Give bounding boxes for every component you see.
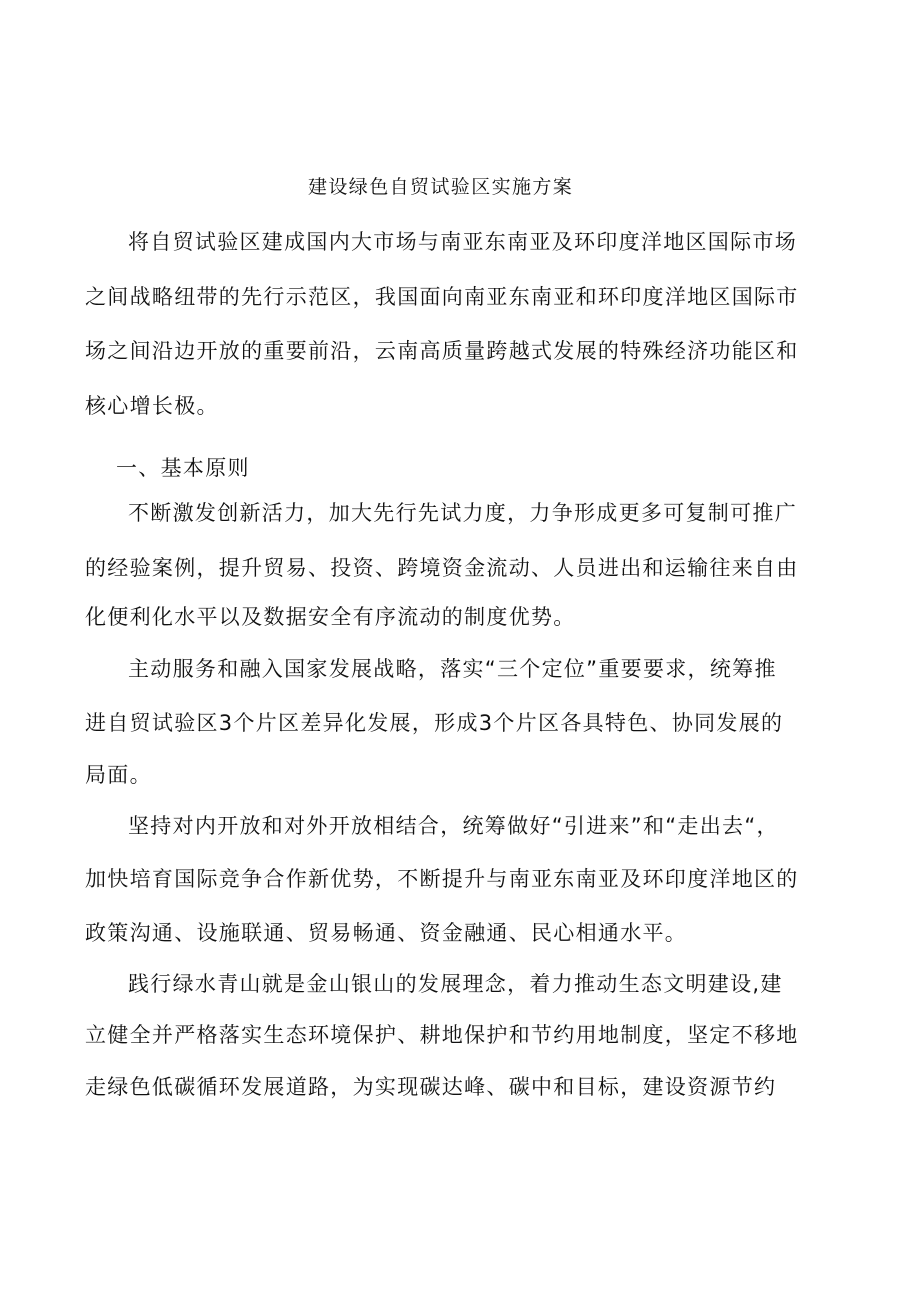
document-title: 建设绿色自贸试验区实施方案	[308, 176, 574, 198]
paragraph-1-line-2: 之间战略纽带的先行示范区，我国面向南亚东南亚和环印度洋地区国际市	[85, 285, 799, 309]
paragraph-1-line-3: 场之间沿边开放的重要前沿，云南高质量跨越式发展的特殊经济功能区和	[85, 339, 799, 363]
paragraph-4-line-1: 坚持对内开放和对外开放相结合，统筹做好“引进来”和“走出去“，	[128, 814, 779, 838]
section-heading: 一、基本原则	[116, 456, 250, 480]
paragraph-2-line-1: 不断激发创新活力，加大先行先试力度，力争形成更多可复制可推广	[128, 501, 797, 525]
paragraph-5-line-3: 走绿色低碳循环发展道路，为实现碳达峰、碳中和目标，建设资源节约	[85, 1075, 777, 1099]
paragraph-4-line-2: 加快培育国际竞争合作新优势，不断提升与南亚东南亚及环印度洋地区的	[85, 867, 799, 891]
paragraph-2-line-2: 的经验案例，提升贸易、投资、跨境资金流动、人员进出和运输往来自由	[85, 556, 799, 580]
paragraph-5-line-1: 践行绿水青山就是金山银山的发展理念，着力推动生态文明建设,建	[128, 972, 783, 996]
paragraph-3-line-2: 进自贸试验区3个片区差异化发展，形成3个片区各具特色、协同发展的	[85, 711, 784, 735]
paragraph-3-line-1: 主动服务和融入国家发展战略，落实“三个定位”重要要求，统筹推	[128, 657, 777, 681]
paragraph-3-line-3: 局面。	[85, 763, 152, 787]
paragraph-5-line-2: 立健全并严格落实生态环境保护、耕地保护和节约用地制度，坚定不移地	[85, 1023, 799, 1047]
paragraph-1-line-1: 将自贸试验区建成国内大市场与南亚东南亚及环印度洋地区国际市场	[128, 230, 797, 254]
paragraph-4-line-3: 政策沟通、设施联通、贸易畅通、资金融通、民心相通水平。	[85, 921, 688, 945]
paragraph-2-line-3: 化便利化水平以及数据安全有序流动的制度优势。	[85, 605, 576, 629]
paragraph-1-line-4: 核心增长极。	[85, 394, 219, 418]
